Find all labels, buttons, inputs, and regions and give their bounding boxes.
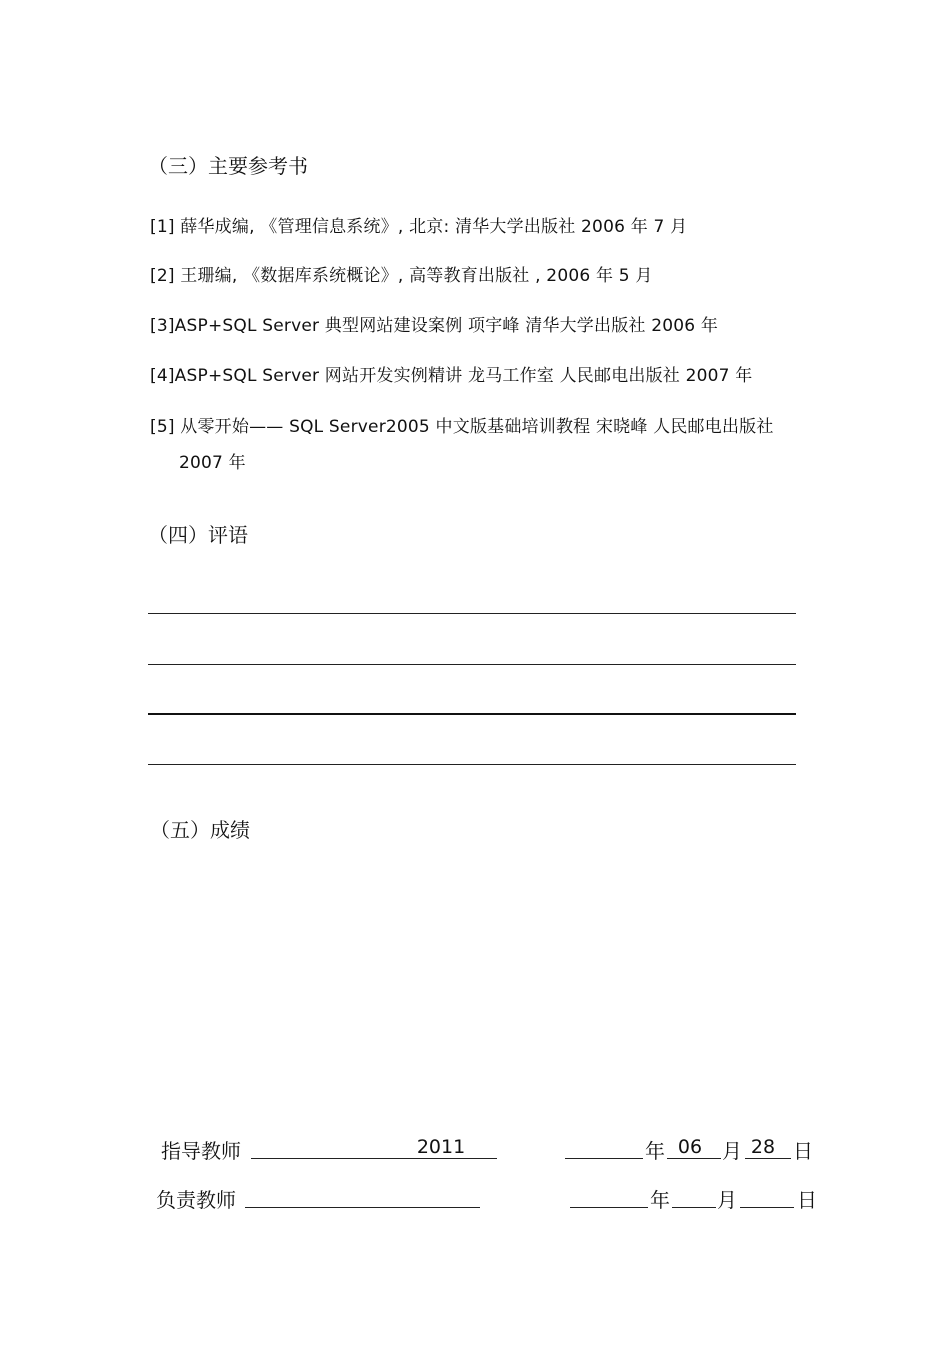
supervisor-label: 负责教师	[156, 1188, 236, 1212]
reference-item-4: [4]ASP+SQL Server 网站开发实例精讲 龙马工作室 人民邮电出版社 2007 年	[150, 366, 753, 386]
advisor-month-value: 06	[677, 1136, 703, 1158]
reference-item-1: [1] 薛华成编, 《管理信息系统》, 北京: 清华大学出版社 2006 年 7 月	[150, 217, 688, 237]
comment-line-3	[148, 713, 796, 715]
reference-item-3: [3]ASP+SQL Server 典型网站建设案例 项宇峰 清华大学出版社 2006 年	[150, 316, 719, 336]
supervisor-name-line	[245, 1207, 480, 1208]
supervisor-year-label: 年	[650, 1188, 670, 1212]
advisor-year-line	[565, 1158, 643, 1159]
comment-line-2	[148, 664, 796, 665]
advisor-name-value: 2011	[416, 1136, 466, 1158]
references-heading: （三）主要参考书	[148, 154, 308, 178]
advisor-name-line	[251, 1158, 497, 1159]
advisor-day-label: 日	[793, 1139, 813, 1163]
supervisor-year-line	[570, 1207, 648, 1208]
reference-item-2: [2] 王珊编, 《数据库系统概论》, 高等教育出版社 , 2006 年 5 月	[150, 266, 653, 286]
supervisor-day-line	[740, 1207, 794, 1208]
supervisor-day-label: 日	[797, 1188, 817, 1212]
comments-heading: （四）评语	[148, 523, 248, 547]
advisor-year-label: 年	[645, 1139, 665, 1163]
advisor-day-value: 28	[750, 1136, 776, 1158]
comment-line-4	[148, 764, 796, 765]
supervisor-month-label: 月	[717, 1188, 737, 1212]
reference-item-5-continuation: 2007 年	[179, 453, 246, 473]
reference-item-5: [5] 从零开始—— SQL Server2005 中文版基础培训教程 宋晓峰 人民邮电出版社	[150, 417, 774, 437]
supervisor-month-line	[672, 1207, 716, 1208]
advisor-label: 指导教师	[161, 1139, 241, 1163]
grade-heading: （五）成绩	[150, 818, 250, 842]
advisor-month-label: 月	[722, 1139, 742, 1163]
comment-line-1	[148, 613, 796, 614]
advisor-day-line	[745, 1158, 791, 1159]
advisor-month-line	[667, 1158, 721, 1159]
